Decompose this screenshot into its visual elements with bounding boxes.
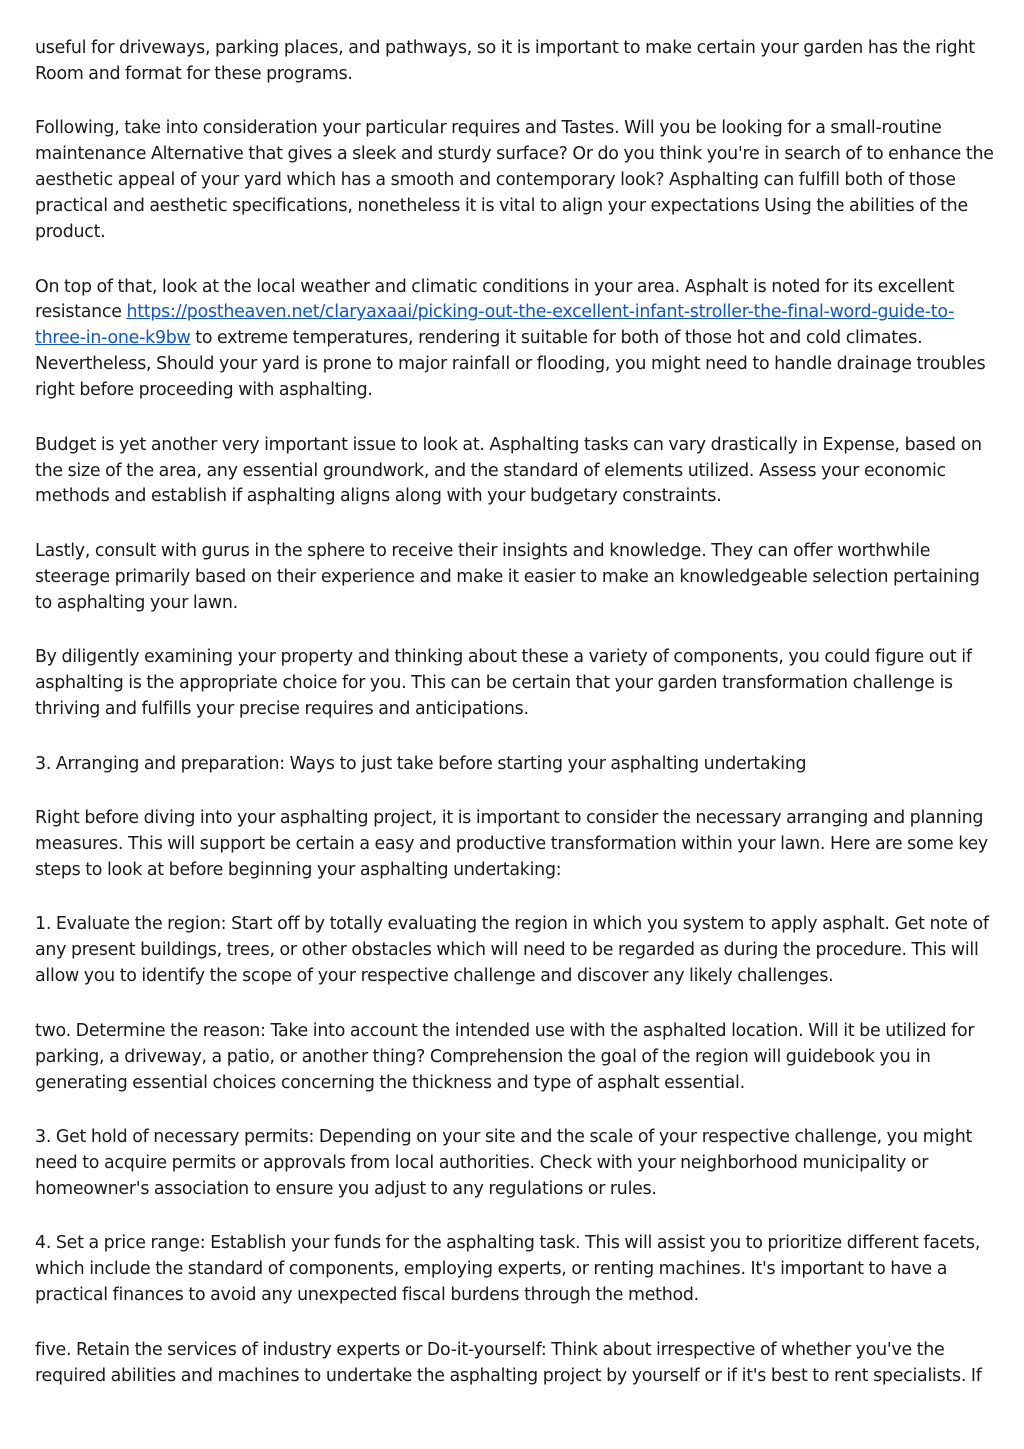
paragraph-weather-text-before: On top of that, look at the local weather and climatic conditions in your area. Asphalt is noted for its excellent resistance: [35, 276, 955, 323]
paragraph-weather-conditions: [35, 275, 995, 405]
section-heading-planning: 3. Arranging and preparation: Ways to just take before starting your asphalting undertaking: [35, 753, 807, 774]
list-item-permits: 3. Get hold of necessary permits: Depending on your site and the scale of your respective challenge, you might need to acquire permits or approvals from local authorities. Check with your neighborhood municipality or homeowner's association to ensure you adjust to any regulations or rules.: [35, 1127, 973, 1199]
paragraph-conclusion: By diligently examining your property and thinking about these a variety of components, you could figure out if asphalting is the appropriate choice for you. This can be certain that your garden transformation challenge is thriving and fulfills your precise requires and anticipations.: [35, 647, 972, 720]
postheaven-link[interactable]: https://postheaven.net/claryaxaai/picking-out-the-excellent-infant-stroller-the-final-word-guide-to-three-in-one-k9bw: [35, 302, 955, 349]
paragraph-consult-experts: Lastly, consult with gurus in the sphere to receive their insights and knowledge. They can offer worthwhile steerage primarily based on their experience and make it easier to make an knowledgeable selection pertaining to asphalting your lawn.: [35, 540, 980, 613]
document-body: [35, 36, 995, 1418]
paragraph-driveway-uses: useful for driveways, parking places, and pathways, so it is important to make certain your garden has the right Room and format for these programs.: [35, 38, 975, 84]
list-item-hire-or-diy: five. Retain the services of industry experts or Do-it-yourself: Think about irrespective of whether you've the required abilities and machines to undertake the asphalting project by yourself or if it's best to rent specialists. If: [35, 1339, 982, 1386]
paragraph-needs-and-tastes: Following, take into consideration your particular requires and Tastes. Will you be looking for a small-routine maintenance Alternative that gives a sleek and sturdy surface? Or do you think you're in search of to enhance the aesthetic appeal of your yard which has a smooth and contemporary look? Asphalting can fulfill both of those practical and aesthetic specifications, nonetheless it is vital to align your expectations Using the abilities of the product.: [35, 118, 994, 243]
list-item-evaluate-region: 1. Evaluate the region: Start off by totally evaluating the region in which you system to apply asphalt. Get note of any present buildings, trees, or other obstacles which will need to be regarded as during the procedure. This will allow you to identify the scope of your respective challenge and discover any likely challenges.: [35, 914, 989, 987]
paragraph-weather-text-after: to extreme temperatures, rendering it suitable for both of those hot and cold climates. Nevertheless, Should your yard is prone to major rainfall or flooding, you might need to handle drainage troubles right before proceeding with asphalting.: [35, 328, 986, 401]
paragraph-planning-intro: Right before diving into your asphalting project, it is important to consider the necessary arranging and planning measures. This will support be certain a easy and productive transformation within your lawn. Here are some key steps to look at before beginning your asphalting undertaking:: [35, 808, 988, 880]
paragraph-budget: Budget is yet another very important issue to look at. Asphalting tasks can vary drastically in Expense, based on the size of the area, any essential groundwork, and the standard of elements utilized. Assess your economic methods and establish if asphalting aligns along with your budgetary constraints.: [35, 434, 982, 507]
list-item-price-range: 4. Set a price range: Establish your funds for the asphalting task. This will assist you to prioritize different facets, which include the standard of components, employing experts, or renting machines. It's important to have a practical finances to avoid any unexpected fiscal burdens through the method.: [35, 1233, 981, 1306]
list-item-determine-reason: two. Determine the reason: Take into account the intended use with the asphalted location. Will it be utilized for parking, a driveway, a patio, or another thing? Comprehension the goal of the region will guidebook you in generating essential choices concerning the thickness and type of asphalt essential.: [35, 1020, 975, 1093]
